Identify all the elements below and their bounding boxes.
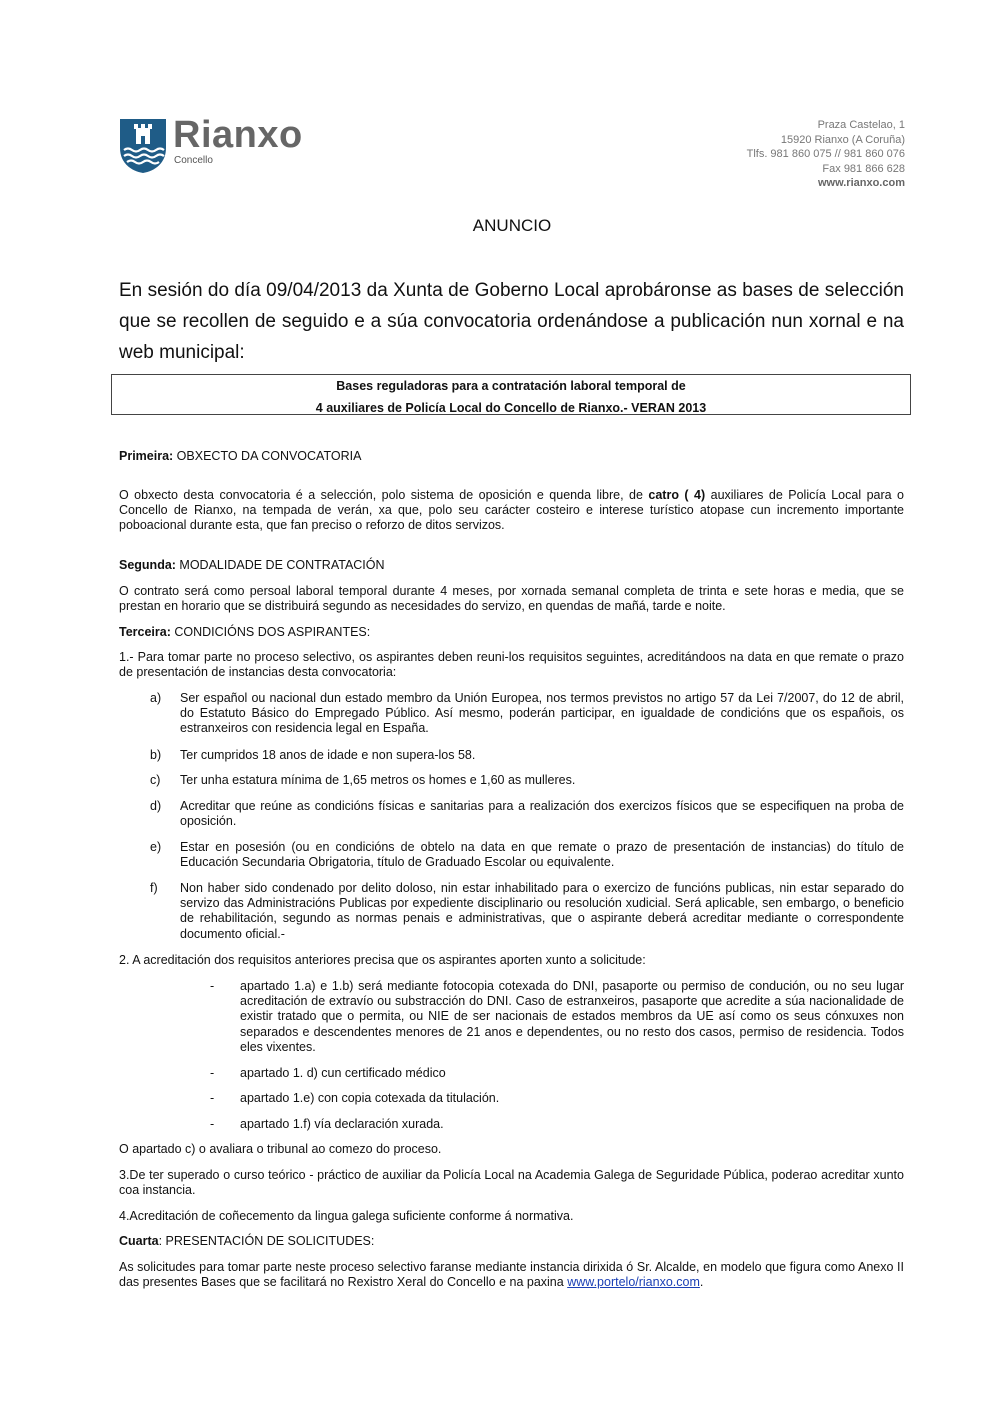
- section-heading-text: CONDICIÓNS DOS ASPIRANTES:: [170, 625, 371, 639]
- text-run: auxiliares de Policía Local para o Concello de Rianxo, na tempada de verán, xa que, polo seu carácter costeiro e interese turístico atopase cun incremento importante poboacional durante esta, que fan preciso o reforzo de ditos servizos.: [119, 488, 904, 533]
- list-item-text: Ser español ou nacional dun estado membro da Unión Europea, nos termos previstos no artigo 57 da Lei 7/2007, do 12 de abril, do Estatuto Básico do Empregado Público. Así mesmo, poderán participar, en igualdade de condicións que os españois, os estranxeiros con residencia legal en España.: [180, 691, 904, 736]
- dash-item-label: -: [210, 979, 215, 993]
- dash-item-text: apartado 1. d) cun certificado médico: [240, 1066, 446, 1080]
- section-heading-cuarta: [119, 1234, 904, 1249]
- bases-title-box: [111, 374, 911, 415]
- address-line: Fax 981 866 628: [822, 162, 905, 175]
- bold-text-run: catro ( 4): [648, 488, 706, 502]
- list-item-text: Acreditar que reúne as condicións físicas e sanitarias para a realización dos exercizos físicos que se especifiquen na proba de oposición.: [180, 799, 904, 829]
- list-item-label: e): [150, 840, 162, 854]
- list-item-label: a): [150, 691, 162, 705]
- cuarta-paragraph: [119, 1260, 904, 1290]
- section-heading-segunda: [119, 558, 904, 573]
- section-heading-primeira: [119, 449, 904, 464]
- section-heading-text: MODALIDADE DE CONTRATACIÓN: [175, 558, 385, 572]
- section-heading-text: : PRESENTACIÓN DE SOLICITUDES:: [158, 1234, 375, 1248]
- address-block: [747, 118, 905, 191]
- address-line: 15920 Rianxo (A Coruña): [780, 133, 905, 146]
- section-label: Segunda:: [119, 558, 176, 572]
- list-item-text: Ter unha estatura mínima de 1,65 metros os homes e 1,60 as mulleres.: [180, 773, 576, 787]
- bases-title-line: 4 auxiliares de Policía Local do Concello de Rianxo.- VERAN 2013: [315, 401, 707, 415]
- text-run: As solicitudes para tomar parte neste proceso selectivo faranse mediante instancia dirixida ó Sr. Alcalde, en modelo que figura como Anexo II das presentes Bases que se facilitará no Rexistro Xeral do Concello e na paxina: [119, 1260, 904, 1290]
- section-label: Terceira:: [119, 625, 171, 639]
- page-title: ANUNCIO: [472, 216, 552, 235]
- terceira-paragraph-1: 1.- Para tomar parte no proceso selectivo, os aspirantes deben reuni-los requisitos seguintes, acreditándoos na data en que remate o prazo de presentación de instancias desta convocatoria:: [119, 650, 904, 680]
- list-item-label: f): [150, 881, 158, 895]
- portal-link[interactable]: www.portelo/rianxo.com: [567, 1275, 700, 1290]
- list-item-text: Ter cumpridos 18 anos de idade e non supera-los 58.: [180, 748, 476, 762]
- dash-item-label: -: [210, 1117, 215, 1131]
- text-run: O obxecto desta convocatoria é a selección, polo sistema de oposición e quenda libre, de: [119, 488, 649, 502]
- primeira-paragraph: [119, 488, 904, 534]
- terceira-paragraph-5: 4.Acreditación de coñecemento da lingua galega suficiente conforme á normativa.: [119, 1209, 574, 1223]
- list-item-label: b): [150, 748, 162, 762]
- segunda-paragraph: O contrato será como persoal laboral temporal durante 4 meses, por xornada semanal completa de trinta e sete horas e media, que se prestan en horario que se distribuirá segundo as necesidades do servizo, en quendas de mañá, tarde e noite.: [119, 584, 904, 614]
- list-item-text: Non haber sido condenado por delito doloso, nin estar inhabilitado para o exercizo de funcións publicas, nin estar separado do servizo das Administracións Publicas por expediente disciplinario ou resolución xudicial. Será aplicable, sen embargo, o beneficio de rehabilitación, segundo as normas penais e administrativas, que o aspirante deberá acreditar mediante o correspondente documento oficial.-: [180, 881, 904, 941]
- dash-item-label: -: [210, 1091, 215, 1105]
- dash-item-text: apartado 1.f) vía declaración xurada.: [240, 1117, 444, 1131]
- website-link[interactable]: www.rianxo.com: [817, 177, 905, 189]
- address-line: Tlfs. 981 860 075 // 981 860 076: [746, 148, 905, 160]
- list-item-label: c): [150, 773, 161, 787]
- section-heading-terceira: [119, 625, 904, 640]
- list-item-text: Estar en posesión (ou en condicións de obtelo na data en que remate o prazo de presentación de instancias) do título de Educación Secundaria Obrigatoria, título de Graduado Escolar ou equivalente.: [180, 840, 904, 870]
- terceira-paragraph-3: O apartado c) o avaliara o tribunal ao comezo do proceso.: [119, 1142, 442, 1156]
- dash-item-text: apartado 1.a) e 1.b) será mediante fotocopia cotexada do DNI, pasaporte ou permiso de condución, ou no seu lugar acreditación de extravío ou substracción do DNI. Caso de estranxeiros, pasaporte que acredite a súa nacionalidade de existir tratado que o permita, ou NIE de ser nacionais de estados membros da UE así como os seus cónxuxes non separados e descendentes menores de 21 anos e dependentes, ou no resto dos casos, permiso de residencia. Todos eles vixentes.: [240, 979, 904, 1054]
- dash-item-label: -: [210, 1066, 215, 1080]
- terceira-paragraph-2: 2. A acreditación dos requisitos anteriores precisa que os aspirantes aporten xunto a solicitude:: [119, 953, 646, 967]
- dash-item-text: apartado 1.e) con copia cotexada da titulación.: [240, 1091, 500, 1105]
- list-item-label: d): [150, 799, 162, 813]
- logo-subtitle: Concello: [174, 155, 213, 166]
- section-label: Cuarta: [119, 1234, 159, 1248]
- logo-wordmark: Rianxo: [173, 114, 303, 156]
- intro-paragraph: En sesión do día 09/04/2013 da Xunta de Goberno Local aprobáronse as bases de selección que se recollen de seguido e a súa convocatoria ordenándose a publicación nun xornal e na web municipal:: [119, 280, 904, 363]
- section-label: Primeira:: [119, 449, 174, 463]
- bases-title-line: Bases reguladoras para a contratación laboral temporal de: [336, 379, 686, 393]
- section-heading-text: OBXECTO DA CONVOCATORIA: [173, 449, 362, 463]
- address-line: Praza Castelao, 1: [817, 119, 905, 131]
- rianxo-shield-icon: [119, 118, 167, 174]
- terceira-paragraph-4: 3.De ter superado o curso teórico - práctico de auxiliar da Policía Local na Academia Galega de Seguridade Pública, poderao acreditar xunto coa instancia.: [119, 1168, 904, 1198]
- concello-logo: [119, 114, 339, 176]
- text-run: .: [699, 1275, 704, 1290]
